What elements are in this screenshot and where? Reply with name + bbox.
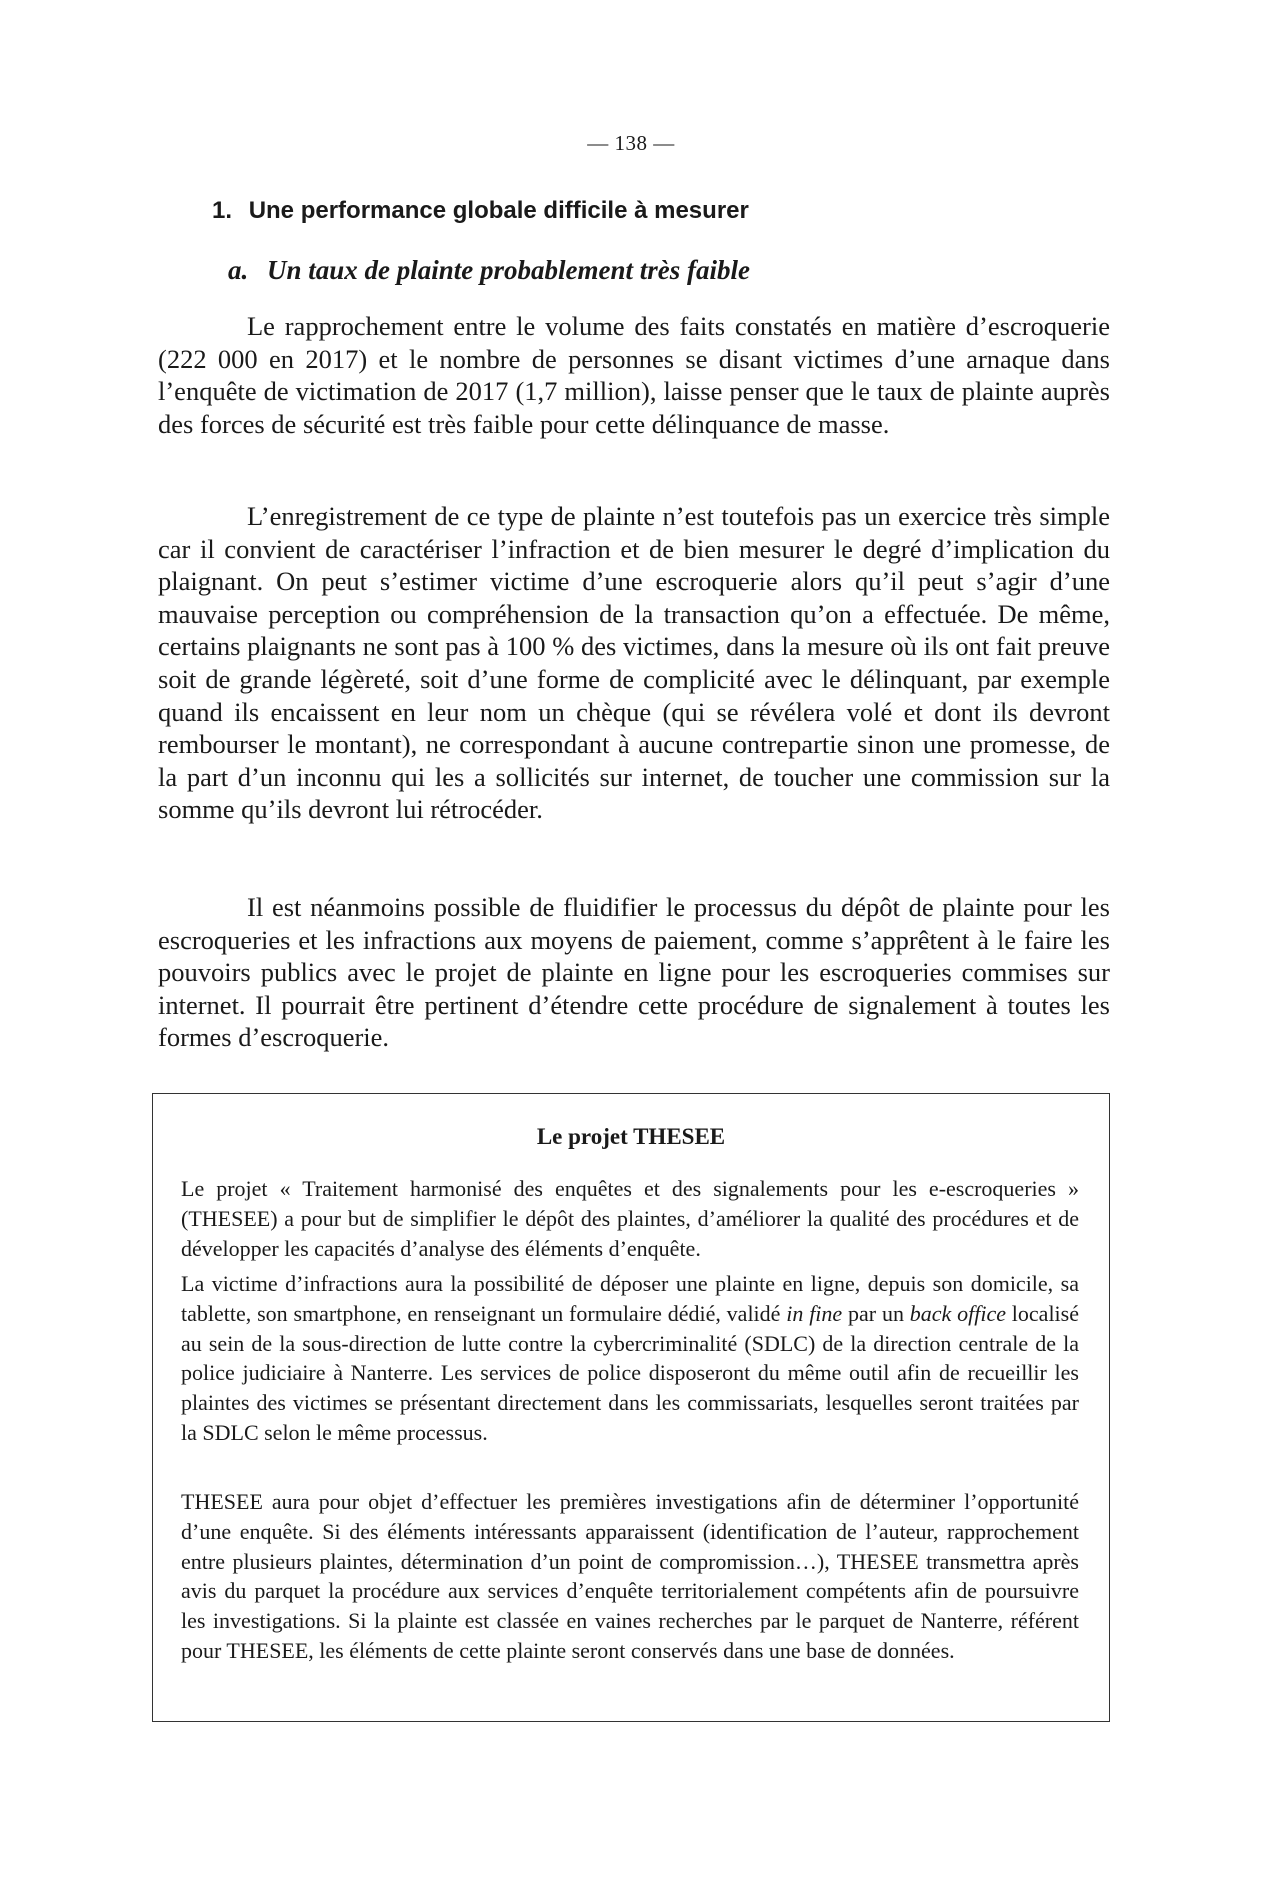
back-office-emphasis: back office	[909, 1300, 1006, 1326]
paragraph-2-text: L’enregistrement de ce type de plainte n’est toutefois pas un exercice très simple car il convient de caractériser l’infraction et de bien mesurer le degré d’implication du plaignant. On peut s’estimer victime d’une escroquerie alors qu’il peut s’agir d’une mauvaise perception ou compréhension de la transaction qu’on a effectuée. De même, certains plaignants ne sont pas à 100 % des victimes, dans la mesure où ils ont fait preuve soit de grande légèreté, soit d’une forme de complicité avec le délinquant, par exemple quand ils encaissent en leur nom un chèque (qui se révélera volé et dont ils devront rembourser le montant), ne correspondant à aucune contrepartie sinon une promesse, de la part d’un inconnu qui les a sollicités sur internet, de toucher une commission sur la somme qu’ils devront lui rétrocéder.	[158, 501, 1110, 825]
in-fine-emphasis: in fine	[786, 1300, 843, 1326]
page-number: — 138 —	[587, 131, 675, 155]
box-paragraph-3: THESEE aura pour objet d’effectuer les premières investigations afin de déterminer l’opportunité d’une enquête. Si des éléments intéressants apparaissent (identification de l’auteur, rapprochement entre plusieurs plaintes, détermination d’un point de compromission…), THESEE transmettra après avis du parquet la procédure aux services d’enquête territorialement compétents afin de poursuivre les investigations. Si la plainte est classée en vaines recherches par le parquet de Nanterre, référent pour THESEE, les éléments de cette plainte seront conservés dans une base de données.	[181, 1489, 1079, 1663]
box-paragraph-2-part-b: par un	[842, 1300, 910, 1326]
box-paragraph-2-part-c: localisé au sein de la sous-direction de lutte contre la cybercriminalité (SDLC) de la direction centrale de la police judiciaire à Nanterre. Les services de police disposeront du même outil afin de recueillir les plaintes des victimes se présentant directement dans les commissariats, lesquelles seront traitées par la SDLC selon le même processus.	[181, 1300, 1079, 1445]
paragraph-1-text: Le rapprochement entre le volume des faits constatés en matière d’escroquerie (222 000 en 2017) et le nombre de personnes se disant victimes d’une arnaque dans l’enquête de victimation de 2017 (1,7 million), laisse penser que le taux de plainte auprès des forces de sécurité est très faible pour cette délinquance de masse.	[158, 311, 1110, 439]
box-paragraph-2-part-a: La victime d’infractions aura la possibilité de déposer une plainte en ligne, depuis son domicile, sa tablette, son smartphone, en renseignant un formulaire dédié, validé	[181, 1271, 1079, 1326]
paragraph-3	[158, 891, 1110, 1054]
paragraph-1	[158, 310, 1110, 440]
subsection-title: Un taux de plainte probablement très faible	[267, 255, 750, 285]
paragraph-2	[158, 500, 1110, 826]
section-heading	[212, 197, 749, 225]
section-number: 1.	[212, 197, 233, 224]
thesee-info-box	[152, 1093, 1110, 1722]
section-title: Une performance globale difficile à mesurer	[248, 197, 749, 224]
subsection-heading	[228, 255, 750, 286]
box-paragraph-1: Le projet « Traitement harmonisé des enquêtes et des signalements pour les e-escroqueries » (THESEE) a pour but de simplifier le dépôt des plaintes, d’améliorer la qualité des procédures et de développer les capacités d’analyse des éléments d’enquête.	[181, 1176, 1079, 1261]
box-title: Le projet THESEE	[536, 1124, 726, 1149]
subsection-number: a.	[228, 255, 249, 285]
paragraph-3-text: Il est néanmoins possible de fluidifier le processus du dépôt de plainte pour les escroqueries et les infractions aux moyens de paiement, comme s’apprêtent à le faire les pouvoirs publics avec le projet de plainte en ligne pour les escroqueries commises sur internet. Il pourrait être pertinent d’étendre cette procédure de signalement à toutes les formes d’escroquerie.	[158, 892, 1110, 1053]
box-paragraph-2	[181, 1269, 1079, 1448]
